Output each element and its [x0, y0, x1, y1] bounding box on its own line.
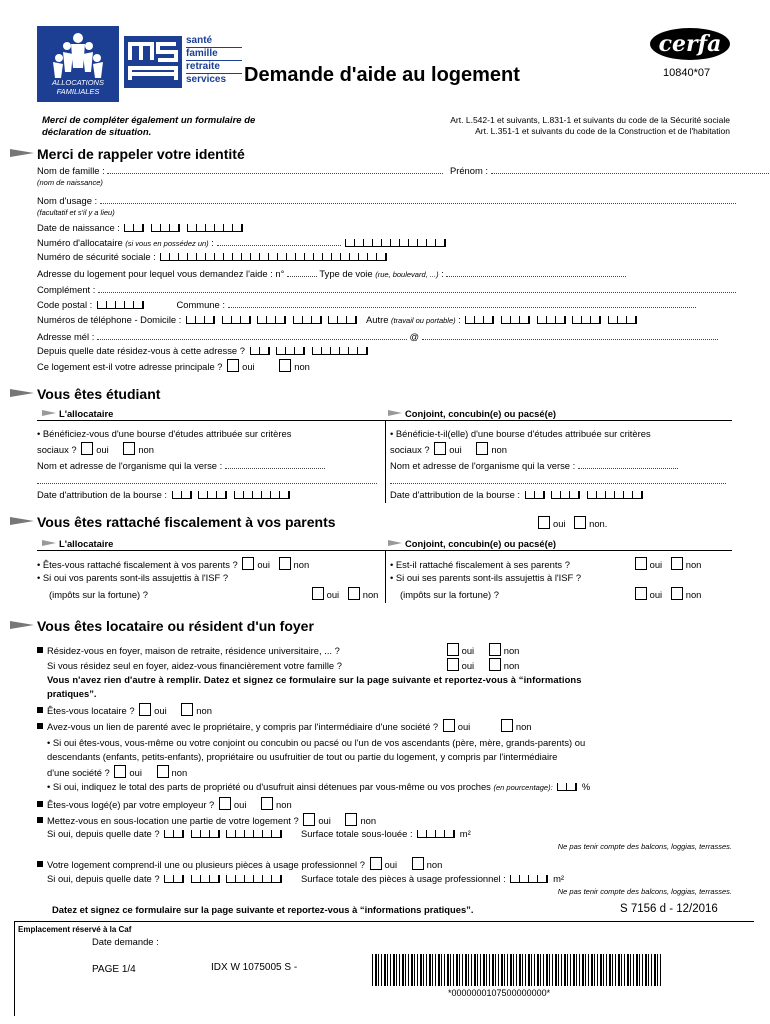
non-label: non: [171, 767, 188, 778]
num-allocataire-field[interactable]: [345, 239, 446, 247]
non-label: non: [360, 815, 377, 826]
non-label: non: [138, 444, 154, 455]
loc-q1-note-2: pratiques”.: [47, 688, 97, 699]
oui-checkbox[interactable]: [227, 359, 239, 372]
loc-q6: [37, 857, 442, 871]
etudiant-left-date: [37, 489, 292, 501]
organisme-line2: [390, 474, 726, 487]
at-sign: @: [409, 331, 420, 342]
question-text: • Est-il rattaché fiscalement à ses parents ?: [390, 559, 570, 570]
footer-note: Datez et signez ce formulaire sur la page suivante et reportez-vous à “informations pratiques”.: [52, 904, 474, 915]
msa-icon: [124, 36, 182, 88]
oui-label: oui: [461, 660, 475, 671]
m2-unit: m²: [553, 873, 565, 884]
nom-naissance-note: (nom de naissance): [37, 178, 103, 187]
loc-q5: [37, 813, 376, 827]
msa-line: santé: [186, 35, 242, 48]
month-field[interactable]: [276, 347, 305, 355]
question-text: Êtes-vous logé(e) par votre employeur ?: [47, 799, 215, 810]
non-label: non: [362, 589, 379, 600]
nom-usage-row: [37, 194, 736, 207]
question-text: (impôts sur la fortune) ?: [49, 589, 148, 600]
complement-label: Complément :: [37, 284, 96, 295]
organisme-field-2[interactable]: [390, 474, 726, 484]
arrow-icon: [10, 149, 34, 157]
idx-code: IDX W 1075005 S -: [211, 962, 298, 973]
col-header-text: L'allocataire: [59, 538, 114, 549]
non-checkbox[interactable]: [348, 587, 360, 600]
code-postal-label: Code postal :: [37, 299, 93, 310]
surface-label: Surface totale des pièces à usage professionnel :: [301, 873, 506, 884]
m2-unit: m²: [459, 828, 471, 839]
column-divider: [385, 421, 386, 503]
loc-q3a-3: [47, 765, 187, 779]
organisme-label: Nom et adresse de l'organisme qui la verse :: [390, 460, 576, 471]
organisme-field[interactable]: [225, 459, 325, 469]
non-checkbox[interactable]: [671, 557, 683, 570]
caf-logo: [37, 26, 119, 102]
organisme-line2: [37, 474, 377, 487]
num-allocataire-label: Numéro d'allocataire: [37, 237, 123, 248]
oui-label: oui: [384, 859, 398, 870]
section-title-text: Merci de rappeler votre identité: [37, 146, 245, 162]
oui-checkbox[interactable]: [303, 813, 315, 826]
oui-label: oui: [257, 559, 270, 570]
mel-row: [37, 330, 718, 343]
year-field[interactable]: [587, 491, 643, 499]
telephone-label: Numéros de téléphone - Domicile :: [37, 314, 182, 325]
organisme-field-2[interactable]: [37, 474, 377, 484]
year-field[interactable]: [187, 224, 243, 232]
section-title-text: Vous êtes rattaché fiscalement à vos parents: [37, 514, 336, 530]
oui-label: oui: [461, 645, 475, 656]
non-checkbox[interactable]: [279, 359, 291, 372]
day-field[interactable]: [164, 830, 184, 838]
rattache-right-q2: • Si oui ses parents sont-ils assujettis à l'ISF ?: [390, 572, 582, 583]
arrow-icon: [42, 540, 56, 546]
cerfa-logo: [650, 28, 730, 60]
commune-field[interactable]: [228, 298, 696, 308]
question-text: sociaux ?: [390, 444, 430, 455]
non-checkbox[interactable]: [574, 516, 586, 529]
month-field[interactable]: [151, 224, 180, 232]
oui-label: oui: [242, 361, 255, 372]
etudiant-right-q1: • Bénéficie-t-il(elle) d'une bourse d'études attribuée sur critères: [390, 428, 651, 439]
month-field[interactable]: [191, 830, 220, 838]
rattache-choice: [536, 516, 607, 529]
non-checkbox[interactable]: [489, 658, 501, 671]
rattache-left-q2b: [37, 587, 378, 601]
oui-label: oui: [457, 721, 471, 732]
day-field[interactable]: [172, 491, 192, 499]
non-checkbox[interactable]: [261, 797, 273, 810]
question-text: Mettez-vous en sous-location une partie de votre logement ?: [47, 815, 299, 826]
non-label: non: [293, 559, 310, 570]
complement-field[interactable]: [98, 283, 736, 293]
oui-label: oui: [449, 444, 462, 455]
principale-label: Ce logement est-il votre adresse principale ?: [37, 361, 223, 372]
articles-2: Art. L.351-1 et suivants du code de la Construction et de l'habitation: [475, 126, 730, 136]
rattache-right-q1: [390, 557, 701, 571]
oui-label: oui: [154, 705, 167, 716]
msa-line: services: [186, 74, 227, 85]
oui-checkbox[interactable]: [312, 587, 324, 600]
oui-checkbox[interactable]: [219, 797, 231, 810]
section-etudiant-title: [10, 386, 160, 402]
bullet-icon: [37, 647, 43, 653]
question-text: Êtes-vous locataire ?: [47, 705, 135, 716]
day-field[interactable]: [164, 875, 184, 883]
section-title-text: Vous êtes locataire ou résident d'un foyer: [37, 618, 314, 634]
question-text: Si vous résidez seul en foyer, aidez-vous financièrement votre famille ?: [47, 660, 342, 671]
tel-part[interactable]: [328, 316, 357, 324]
non-label: non: [426, 859, 443, 870]
year-field[interactable]: [226, 830, 282, 838]
oui-checkbox[interactable]: [447, 643, 459, 656]
month-field[interactable]: [198, 491, 227, 499]
tel-part[interactable]: [186, 316, 215, 324]
non-checkbox[interactable]: [279, 557, 291, 570]
oui-checkbox[interactable]: [434, 442, 446, 455]
date-label: Si oui, depuis quelle date ?: [47, 873, 160, 884]
non-label: non: [685, 559, 702, 570]
arrow-icon: [10, 621, 34, 629]
organisme-label: Nom et adresse de l'organisme qui la verse :: [37, 460, 223, 471]
rattache-left-q1: [37, 557, 309, 571]
code-postal-field[interactable]: [97, 301, 144, 309]
loc-q3b: [47, 781, 590, 794]
date-attrib-label: Date d'attribution de la bourse :: [390, 489, 520, 500]
date-attrib-label: Date d'attribution de la bourse :: [37, 489, 167, 500]
oui-label: oui: [318, 815, 331, 826]
arrow-icon: [10, 517, 34, 525]
bullet-icon: [37, 817, 43, 823]
cerfa-number: 10840*07: [663, 67, 711, 79]
telephone-row: Numéros de téléphone - Domicile : Autre (travail ou portable) :: [37, 314, 639, 327]
non-checkbox[interactable]: [489, 643, 501, 656]
prenom-field[interactable]: [491, 164, 770, 174]
msa-logo: [124, 36, 182, 88]
header-note: Merci de compléter également un formulaire de déclaration de situation.: [42, 115, 256, 138]
column-divider: [385, 551, 386, 603]
mel-domain-field[interactable]: [422, 330, 718, 340]
loc-q3a-2: descendants (enfants, petits-enfants), propriétaire ou usufruitier de tout ou partie du logement, y compris par l'intermédiaire: [47, 751, 558, 762]
question-text: • Êtes-vous rattaché fiscalement à vos parents ?: [37, 559, 238, 570]
nom-famille-field[interactable]: [107, 164, 443, 174]
oui-checkbox[interactable]: [81, 442, 93, 455]
year-field[interactable]: [312, 347, 368, 355]
question-text: Votre logement comprend-il une ou plusieurs pièces à usage professionnel ?: [47, 859, 365, 870]
commune-label: Commune :: [176, 299, 225, 310]
non-checkbox[interactable]: [671, 587, 683, 600]
num-allocataire-dots: [217, 236, 341, 246]
page-title: Demande d'aide au logement: [244, 64, 520, 86]
question-text: (impôts sur la fortune) ?: [400, 589, 499, 600]
reserved-border-top: [14, 921, 754, 922]
non-checkbox[interactable]: [412, 857, 424, 870]
etudiant-right-q1b: [390, 442, 507, 456]
question-text: • Si oui, indiquez le total des parts de propriété ou d'usufruit ainsi détenues par vous-même ou vos proches: [47, 781, 491, 792]
non-label: non: [503, 645, 520, 656]
loc-q1b: [47, 658, 519, 672]
adresse-label: Adresse du logement pour lequel vous demandez l'aide : n°: [37, 268, 285, 279]
month-field[interactable]: [191, 875, 220, 883]
year-field[interactable]: [234, 491, 290, 499]
question-text: Avez-vous un lien de parenté avec le propriétaire, y compris par l'intermédiaire d'une société ?: [47, 721, 439, 732]
cerfa-logo-text: cerfa: [658, 31, 722, 57]
non-label: non.: [589, 518, 608, 529]
type-voie-note: (rue, boulevard, ...): [375, 270, 439, 279]
rattache-right-q2b: [390, 587, 701, 601]
bullet-icon: [37, 861, 43, 867]
non-checkbox[interactable]: [123, 442, 135, 455]
non-checkbox[interactable]: [501, 719, 513, 732]
tel-autre-part[interactable]: [537, 316, 566, 324]
non-checkbox[interactable]: [181, 703, 193, 716]
day-field[interactable]: [250, 347, 270, 355]
nom-usage-label: Nom d'usage :: [37, 195, 98, 206]
non-label: non: [294, 361, 310, 372]
etudiant-left-q1: • Bénéficiez-vous d'une bourse d'études attribuée sur critères: [37, 428, 292, 439]
etudiant-right-date: [390, 489, 645, 501]
barcode: [372, 954, 662, 986]
question-text: Résidez-vous en foyer, maison de retraite, résidence universitaire, ... ?: [47, 645, 340, 656]
oui-label: oui: [233, 799, 247, 810]
non-checkbox[interactable]: [476, 442, 488, 455]
balcons-note: Ne pas tenir compte des balcons, loggias, terrasses.: [557, 887, 732, 896]
rattache-col-right-header: [388, 538, 556, 549]
depuis-label: Depuis quelle date résidez-vous à cette adresse ?: [37, 345, 245, 356]
question-text: d'une société ?: [47, 767, 110, 778]
type-voie-label: Type de voie: [319, 268, 373, 279]
autre-label: Autre: [366, 314, 389, 325]
bullet-icon: [37, 723, 43, 729]
day-field[interactable]: [525, 491, 545, 499]
facultatif-note: (facultatif et s'il y a lieu): [37, 208, 115, 217]
surface-field[interactable]: [510, 875, 548, 883]
arrow-icon: [388, 540, 402, 546]
num-secu-row: [37, 251, 389, 263]
organisme-field[interactable]: [578, 459, 678, 469]
articles-1: Art. L.542-1 et suivants, L.831-1 et suivants du code de la Sécurité sociale: [450, 115, 730, 125]
tel-part[interactable]: [222, 316, 251, 324]
percent-field[interactable]: [557, 783, 577, 791]
loc-q3: [37, 719, 532, 733]
prenom-label: Prénom :: [449, 165, 488, 176]
oui-checkbox[interactable]: [447, 658, 459, 671]
nom-famille-label: Nom de famille :: [37, 165, 105, 176]
non-label: non: [503, 660, 520, 671]
loc-q2: [37, 703, 212, 717]
autre-note: (travail ou portable): [391, 316, 456, 325]
emplacement-label: Emplacement réservé à la Caf: [18, 925, 132, 934]
section-locataire-title: [10, 618, 314, 634]
non-label: non: [491, 444, 507, 455]
tel-part[interactable]: [257, 316, 286, 324]
nom-famille-row: [37, 164, 770, 177]
etudiant-left-organisme: [37, 459, 325, 472]
oui-label: oui: [649, 559, 663, 570]
loc-q6-details: [47, 873, 564, 885]
percent-sign: %: [581, 781, 591, 792]
adresse-row: Adresse du logement pour lequel vous demandez l'aide : n° Type de voie (rue, boulevard, ...) :: [37, 267, 626, 281]
oui-label: oui: [96, 444, 109, 455]
barcode-text: *0000000107500000000*: [448, 988, 551, 998]
date-naissance-label: Date de naissance :: [37, 222, 120, 233]
msa-line: retraite: [186, 61, 242, 74]
bullet-icon: [37, 801, 43, 807]
oui-label: oui: [649, 589, 663, 600]
oui-checkbox[interactable]: [242, 557, 254, 570]
complement-row: [37, 283, 736, 296]
section-identity-title: [10, 146, 245, 162]
surface-field[interactable]: [417, 830, 455, 838]
tel-part[interactable]: [293, 316, 322, 324]
oui-checkbox[interactable]: [443, 719, 455, 732]
date-naissance-row: [37, 222, 245, 234]
oui-label: oui: [326, 589, 340, 600]
code-postal-row: [37, 298, 696, 311]
caf-logo-text: ALLOCATIONS FAMILIALES: [52, 78, 104, 96]
form-reference: S 7156 d - 12/2016: [620, 903, 718, 915]
rattache-col-left-header: [42, 538, 113, 549]
mel-user-field[interactable]: [97, 330, 407, 340]
principale-row: [37, 359, 310, 373]
mel-label: Adresse mél :: [37, 331, 95, 342]
non-label: non: [196, 705, 212, 716]
tel-autre-part[interactable]: [501, 316, 530, 324]
date-demande-label: Date demande :: [92, 936, 159, 947]
num-secu-label: Numéro de sécurité sociale :: [37, 251, 156, 262]
oui-checkbox[interactable]: [538, 516, 550, 529]
arrow-icon: [388, 410, 402, 416]
loc-q1-note-1: Vous n'avez rien d'autre à remplir. Datez et signez ce formulaire sur la page suivante et reportez-vous à “informations: [47, 674, 582, 685]
oui-label: oui: [553, 518, 566, 529]
arrow-icon: [42, 410, 56, 416]
loc-q4: [37, 797, 292, 811]
msa-lines: [186, 35, 242, 86]
balcons-note: Ne pas tenir compte des balcons, loggias, terrasses.: [557, 842, 732, 851]
oui-checkbox[interactable]: [635, 587, 647, 600]
arrow-icon: [10, 389, 34, 397]
tel-autre-part[interactable]: [465, 316, 494, 324]
type-voie-field[interactable]: [446, 267, 626, 277]
oui-checkbox[interactable]: [114, 765, 126, 778]
non-checkbox[interactable]: [157, 765, 169, 778]
nom-usage-field[interactable]: [100, 194, 736, 204]
question-text: sociaux ?: [37, 444, 77, 455]
non-checkbox[interactable]: [345, 813, 357, 826]
oui-checkbox[interactable]: [139, 703, 151, 716]
page-number: PAGE 1/4: [92, 964, 136, 975]
q3b-note: (en pourcentage):: [493, 783, 553, 792]
numero-field[interactable]: [287, 267, 317, 277]
bullet-icon: [37, 707, 43, 713]
section-title-text: Vous êtes étudiant: [37, 386, 161, 402]
etudiant-col-right-header: [388, 408, 556, 419]
non-label: non: [685, 589, 702, 600]
num-allocataire-note: (si vous en possédez un): [125, 239, 209, 248]
loc-q3a-1: • Si oui êtes-vous, vous-même ou votre conjoint ou concubin ou pacsé ou l'un de vos ascendants (père, mère, grands-parents) ou: [47, 737, 586, 748]
date-label: Si oui, depuis quelle date ?: [47, 828, 160, 839]
num-allocataire-row: Numéro d'allocataire (si vous en possédez un) :: [37, 236, 448, 250]
col-header-text: Conjoint, concubin(e) ou pacsé(e): [405, 408, 557, 419]
tel-autre-part[interactable]: [608, 316, 637, 324]
non-label: non: [515, 721, 532, 732]
etudiant-right-organisme: [390, 459, 678, 472]
col-header-text: L'allocataire: [59, 408, 114, 419]
num-secu-field[interactable]: [160, 253, 387, 261]
oui-checkbox[interactable]: [370, 857, 382, 870]
depuis-row: [37, 345, 370, 357]
loc-q5-details: [47, 828, 471, 840]
etudiant-col-left-header: [42, 408, 113, 419]
loc-q1: [37, 643, 519, 657]
reserved-border-left: [14, 921, 15, 1016]
month-field[interactable]: [551, 491, 580, 499]
col-header-text: Conjoint, concubin(e) ou pacsé(e): [405, 538, 557, 549]
oui-checkbox[interactable]: [635, 557, 647, 570]
tel-autre-part[interactable]: [572, 316, 601, 324]
year-field[interactable]: [226, 875, 282, 883]
etudiant-left-q1b: [37, 442, 154, 456]
day-field[interactable]: [124, 224, 144, 232]
msa-line: famille: [186, 48, 242, 61]
oui-label: oui: [129, 767, 142, 778]
surface-label: Surface totale sous-louée :: [301, 828, 413, 839]
rattache-left-q2: • Si oui vos parents sont-ils assujettis à l'ISF ?: [37, 572, 229, 583]
non-label: non: [276, 799, 292, 810]
section-rattache-title: [10, 514, 336, 530]
